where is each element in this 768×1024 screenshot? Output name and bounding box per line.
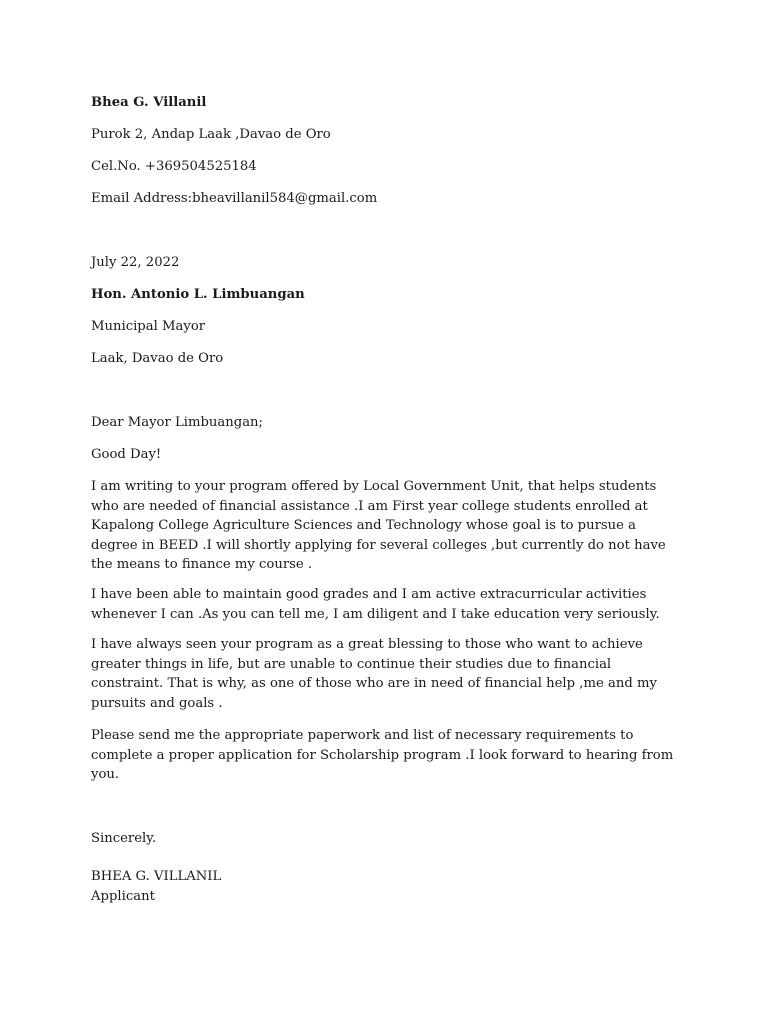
paragraph-line: greater things in life, but are unable to continue their studies due to financial	[91, 656, 612, 672]
body-paragraph-2	[91, 585, 681, 624]
recipient-name: Hon. Antonio L. Limbuangan	[91, 287, 305, 302]
paragraph-line: whenever I can .As you can tell me, I am diligent and I take education very seriously.	[91, 606, 660, 622]
paragraph-line: who are needed of financial assistance .I am First year college students enrolled at	[91, 498, 648, 514]
recipient-title: Municipal Mayor	[91, 319, 206, 334]
body-paragraph-3	[91, 635, 681, 713]
paragraph-line: constraint. That is why, as one of those who are in need of financial help ,me and my	[91, 676, 657, 692]
signature-name: BHEA G. VILLANIL	[91, 869, 222, 884]
paragraph-line: Kapalong College Agriculture Sciences and Technology whose goal is to pursue a	[91, 518, 636, 534]
recipient-location: Laak, Davao de Oro	[91, 351, 224, 366]
paragraph-line: I am writing to your program offered by Local Government Unit, that helps students	[91, 479, 657, 494]
closing: Sincerely.	[91, 831, 157, 846]
sender-email: Email Address:bheavillanil584@gmail.com	[91, 191, 378, 206]
paragraph-line: Please send me the appropriate paperwork and list of necessary requirements to	[91, 728, 634, 743]
body-paragraph-1	[91, 477, 681, 575]
paragraph-line: complete a proper application for Scholarship program .I look forward to hearing from	[91, 747, 674, 763]
salutation: Dear Mayor Limbuangan;	[91, 415, 263, 430]
greeting: Good Day!	[91, 447, 162, 462]
paragraph-line: you.	[91, 767, 120, 783]
paragraph-line: degree in BEED .I will shortly applying for several colleges ,but currently do not have	[91, 537, 666, 553]
signature-role: Applicant	[91, 889, 155, 904]
paragraph-line: pursuits and goals .	[91, 695, 223, 711]
paragraph-line: I have been able to maintain good grades and I am active extracurricular activities	[91, 587, 647, 602]
paragraph-line: I have always seen your program as a great blessing to those who want to achieve	[91, 637, 643, 652]
paragraph-line: the means to finance my course .	[91, 557, 313, 573]
body-paragraph-4	[91, 726, 681, 785]
sender-address: Purok 2, Andap Laak ,Davao de Oro	[91, 127, 331, 142]
letter-date: July 22, 2022	[91, 255, 180, 270]
sender-name: Bhea G. Villanil	[91, 95, 207, 110]
sender-phone: Cel.No. +369504525184	[91, 159, 257, 174]
